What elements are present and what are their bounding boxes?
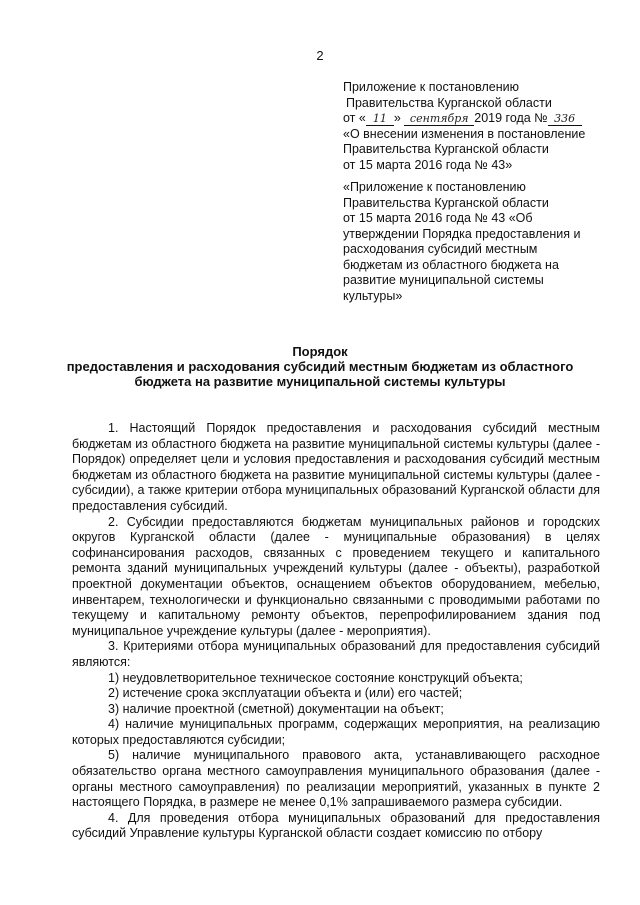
appendix-original [343, 180, 603, 304]
document-title [40, 344, 600, 389]
paragraph-2: 2. Субсидии предоставляются бюджетам муниципальных районов и городских округов Курганской области (далее - муниципальные образования) в целях софинансирования расходов, связанных с проведением текущего и капитального ремонта зданий муниципальных учреждений культуры (далее - объекты), разработкой проектной документации объектов, оснащением объектов оборудованием, мебелью, инвентарем, технологически и функционально связанными с проводимыми работами по текущему и капитальному ремонту объектов, перепрофилированием здания под муниципальное учреждение культуры (далее - мероприятия). [72, 514, 600, 638]
handwritten-doc-number: 336 [548, 112, 582, 126]
appendix-line: Приложение к постановлению [343, 80, 519, 94]
appendix-line: «Приложение к постановлению [343, 180, 526, 194]
title-line: бюджета на развитие муниципальной системы культуры [134, 374, 506, 389]
title-line: предоставления и расходования субсидий местным бюджетам из областного [66, 359, 574, 374]
appendix-line: от 15 марта 2016 года № 43» [343, 157, 513, 172]
appendix-header [343, 80, 603, 173]
criteria-item-2: 2) истечение срока эксплуатации объекта и (или) его частей; [108, 686, 463, 701]
appendix-line: расходования субсидий местным [343, 242, 538, 256]
appendix-date-line [343, 111, 603, 127]
appendix-line: Правительства Курганской области [343, 195, 549, 210]
paragraph-1: 1. Настоящий Порядок предоставления и расходования субсидий местным бюджетам из областного бюджета на развитие муниципальной системы культуры (далее - Порядок) определяет цели и условия предоставления и расходования субсидий местным бюджетам из областного бюджета на развитие муниципальной системы культуры (далее - субсидии), а также критерии отбора муниципальных образований Курганской области для предоставления субсидий. [72, 421, 600, 513]
criteria-item-5: 5) наличие муниципального правового акта, устанавливающего расходное обязательство органа местного самоуправления муниципального образования (далее - органы местного самоуправления) по реализации мероприятий, указанных в пункте 2 настоящего Порядка, в размере не менее 0,1% запрашиваемого размера субсидии. [72, 748, 600, 810]
appendix-line: «О внесении изменения в постановление [343, 126, 586, 141]
page-number: 2 [316, 48, 324, 63]
date-mid: » [393, 111, 401, 125]
date-year: 2019 года № [474, 111, 548, 125]
paragraph-3: 3. Критериями отбора муниципальных образований для предоставления субсидий являются: [72, 639, 600, 669]
appendix-line: Правительства Курганской области [346, 95, 552, 110]
paragraph-4: 4. Для проведения отбора муниципальных образований для предоставления субсидий Управление культуры Курганской области создает комиссию по отбору [72, 810, 600, 841]
appendix-line: бюджетам из областного бюджета на [343, 257, 559, 272]
handwritten-day: 11 [366, 112, 394, 126]
appendix-line: развитие муниципальной системы [343, 273, 544, 287]
title-heading: Порядок [292, 344, 348, 359]
date-prefix: от « [343, 111, 366, 125]
document-body [72, 421, 600, 842]
handwritten-month: сентября [404, 112, 474, 126]
appendix-line: утверждении Порядка предоставления и [343, 226, 581, 241]
appendix-line: Правительства Курганской области [343, 142, 549, 156]
criteria-item-3: 3) наличие проектной (сметной) документации на объект; [108, 701, 444, 716]
appendix-line: культуры» [343, 288, 403, 303]
appendix-line: от 15 марта 2016 года № 43 «Об [343, 211, 533, 225]
criteria-item-4: 4) наличие муниципальных программ, содержащих мероприятия, на реализацию которых предоставляются субсидии; [72, 717, 600, 747]
criteria-item-1: 1) неудовлетворительное техническое состояние конструкций объекта; [108, 670, 523, 685]
